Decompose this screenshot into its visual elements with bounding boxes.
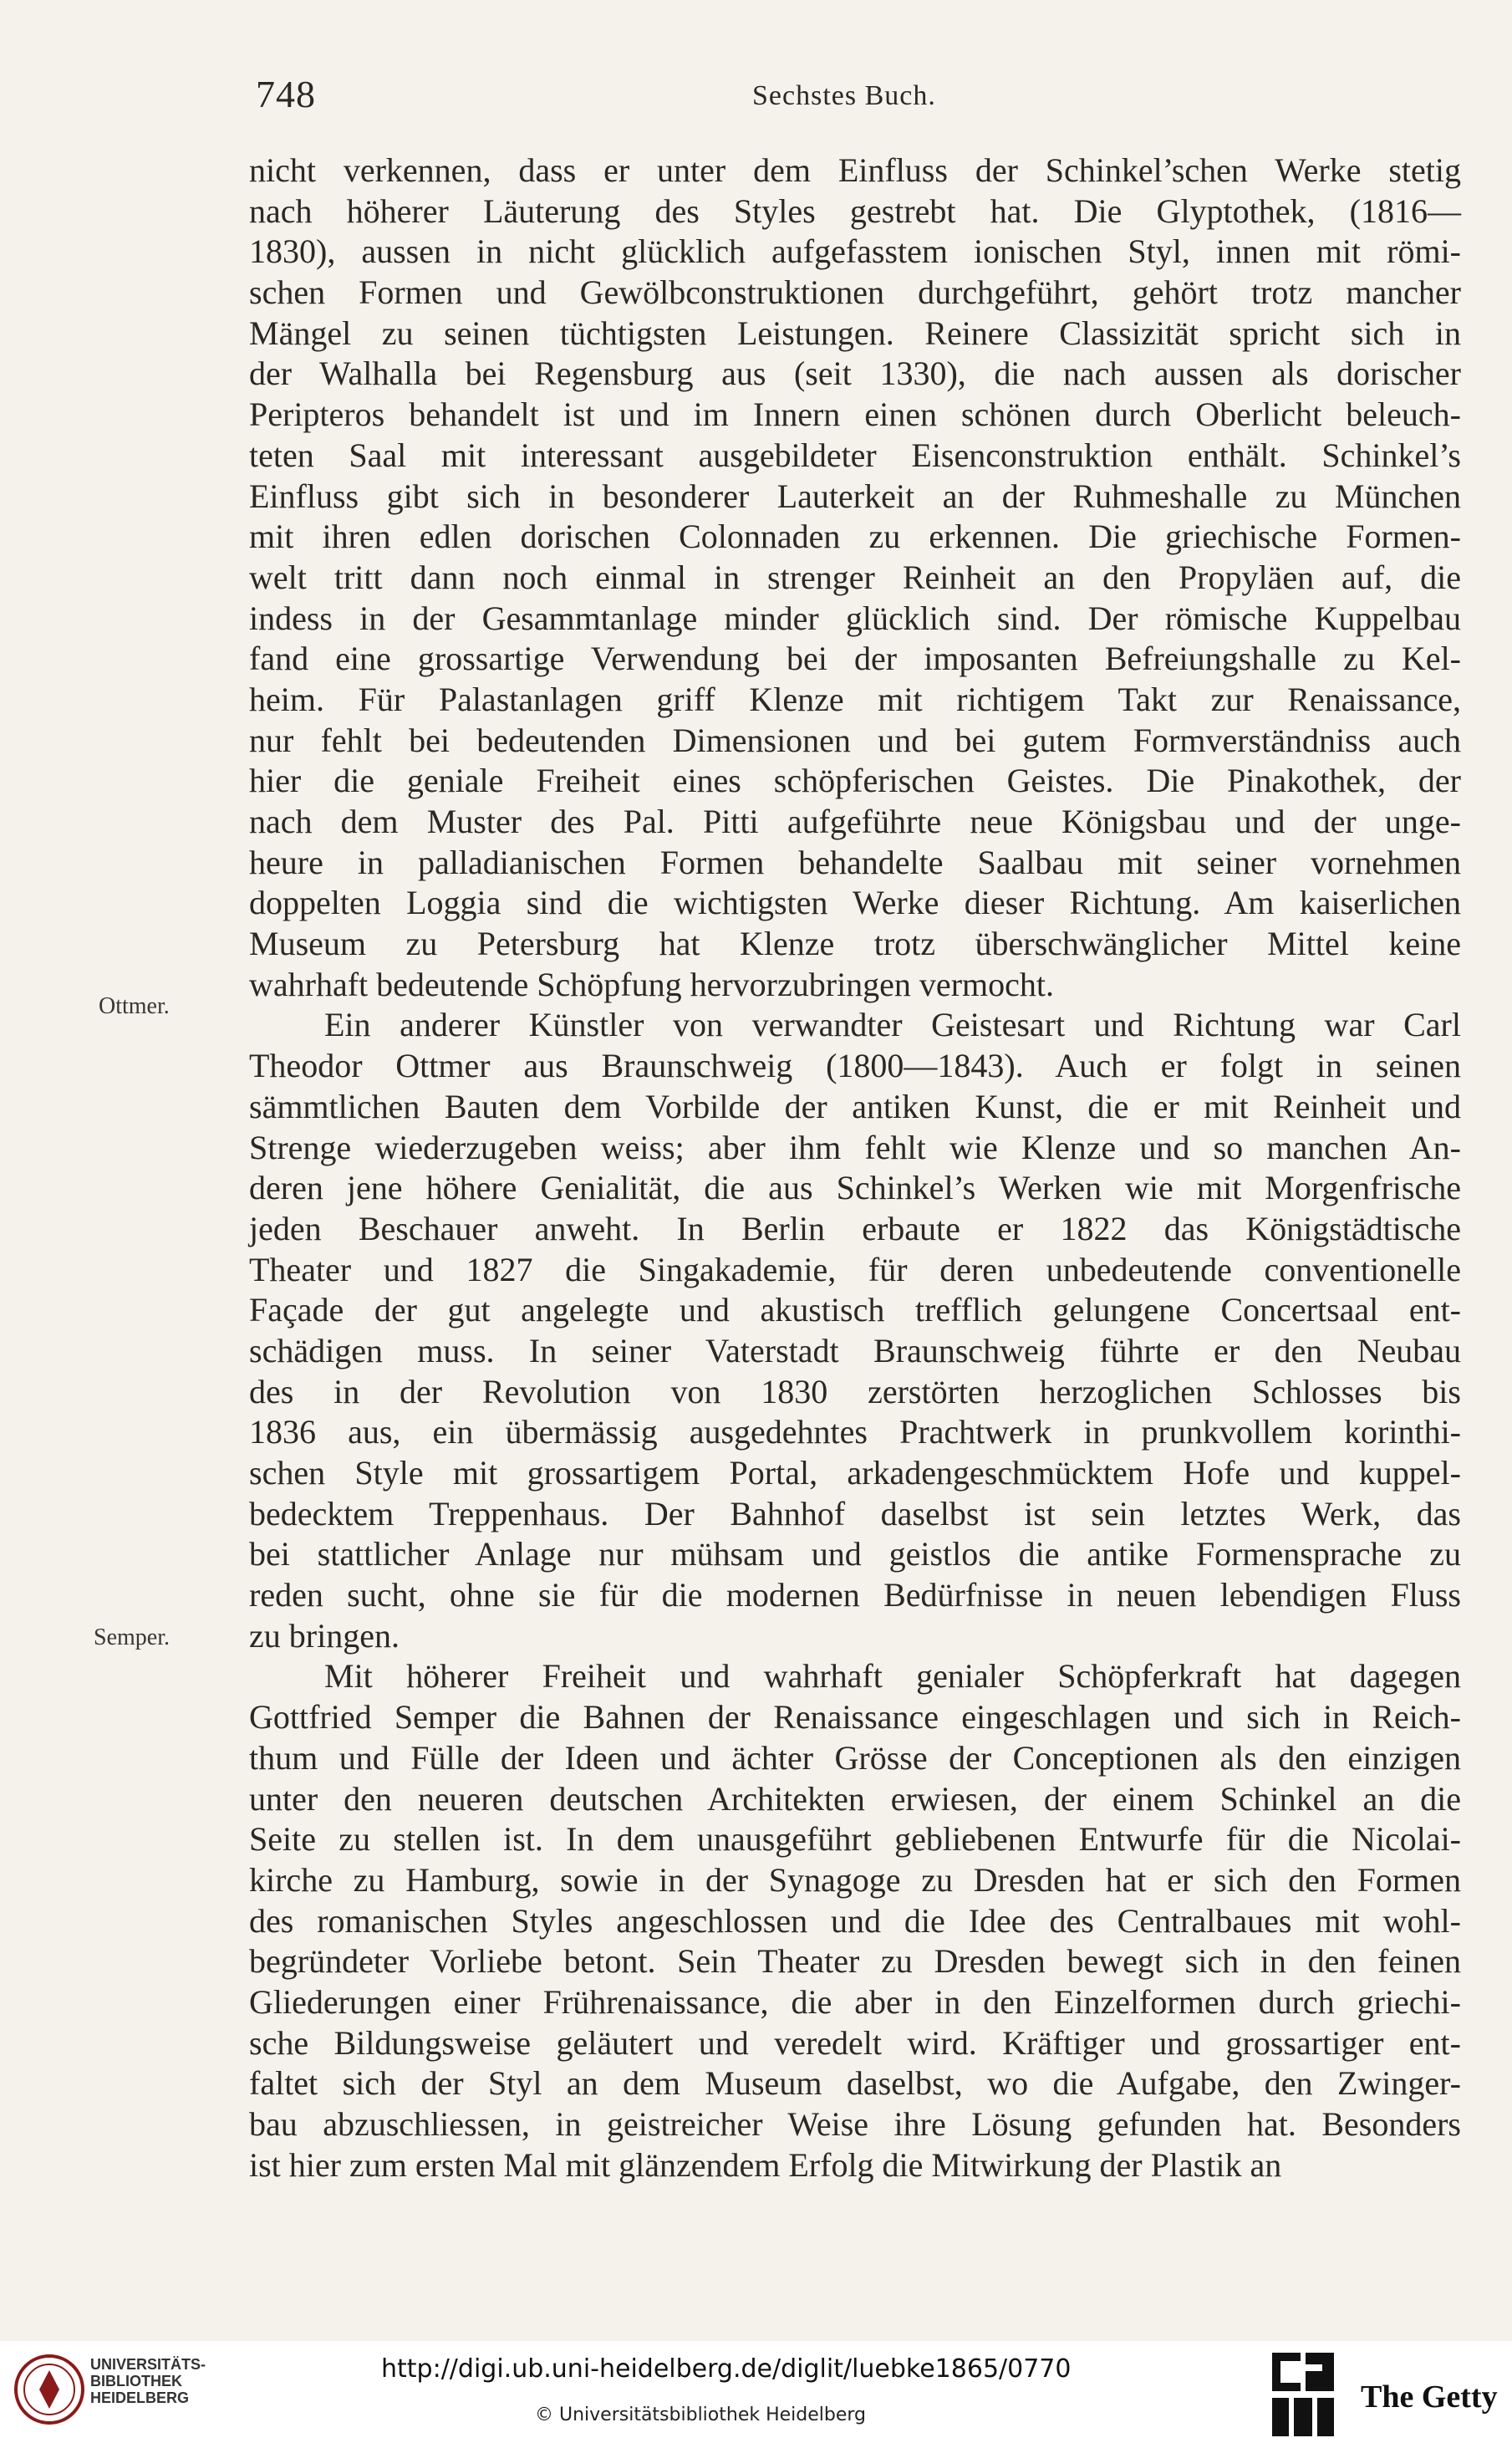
text-line: doppelten Loggia sind die wichtigsten Werke dieser Richtung. Am kaiserlichen (249, 884, 1461, 922)
text-line: Einfluss gibt sich in besonderer Lauterkeit an der Ruhmeshalle zu München (249, 477, 1461, 515)
getty-logo-icon (1270, 2351, 1336, 2438)
university-library-seal-icon (13, 2354, 85, 2425)
text-line: Mängel zu seinen tüchtigsten Leistungen. Reinere Classizität spricht sich in (249, 314, 1461, 352)
text-line: Strenge wiederzugeben weiss; aber ihm fehlt wie Klenze und so manchen An- (249, 1128, 1461, 1166)
text-line: Gliederungen einer Frührenaissance, die aber in den Einzelformen durch griechi- (249, 1982, 1461, 2021)
body-text (249, 150, 1461, 2185)
text-line: zu bringen. (249, 1616, 400, 1655)
margin-note-semper: Semper. (94, 1624, 170, 1650)
text-line: wahrhaft bedeutende Schöpfung hervorzubringen vermocht. (249, 965, 1054, 1003)
text-line: Theodor Ottmer aus Braunschweig (1800—1843). Auch er folgt in seinen (249, 1047, 1461, 1085)
text-line: 1836 aus, ein übermässig ausgedehntes Prachtwerk in prunkvollem korinthi- (249, 1413, 1461, 1451)
text-line: bei stattlicher Anlage nur mühsam und geistlos die antike Formensprache zu (249, 1535, 1461, 1573)
text-line: nach höherer Läuterung des Styles gestrebt hat. Die Glyptothek, (1816— (249, 191, 1461, 230)
text-line: sche Bildungsweise geläutert und veredelt wird. Kräftiger und grossartiger ent- (249, 2023, 1461, 2062)
text-line: Ein anderer Künstler von verwandter Geistesart und Richtung war Carl (324, 1006, 1461, 1044)
running-head: Sechstes Buch. (752, 80, 936, 111)
text-line: teten Saal mit interessant ausgebildeter Eisenconstruktion enthält. Schinkel’s (249, 436, 1461, 474)
text-line: schädigen muss. In seiner Vaterstadt Braunschweig führte er den Neubau (249, 1331, 1461, 1369)
text-line: deren jene höhere Genialität, die aus Schinkel’s Werken wie mit Morgenfrische (249, 1169, 1461, 1207)
text-line: begründeter Vorliebe betont. Sein Theater zu Dresden bewegt sich in den feinen (249, 1942, 1461, 1981)
margin-note-ottmer: Ottmer. (99, 993, 170, 1019)
text-line: Museum zu Petersburg hat Klenze trotz überschwänglicher Mittel keine (249, 925, 1461, 963)
text-line: Peripteros behandelt ist und im Innern einen schönen durch Oberlicht beleuch- (249, 395, 1461, 434)
text-line: 1830), aussen in nicht glücklich aufgefasstem ionischen Styl, innen mit römi- (249, 232, 1461, 271)
text-line: fand eine grossartige Verwendung bei der imposanten Befreiungshalle zu Kel- (249, 640, 1461, 678)
text-line: reden sucht, ohne sie für die modernen Bedürfnisse in neuen lebendigen Fluss (249, 1576, 1461, 1614)
text-line: nicht verkennen, dass er unter dem Einfluss der Schinkel’schen Werke stetig (249, 151, 1461, 189)
text-line: Mit höherer Freiheit und wahrhaft genialer Schöpferkraft hat dagegen (324, 1657, 1461, 1696)
text-line: hier die geniale Freiheit eines schöpferischen Geistes. Die Pinakothek, der (249, 762, 1461, 800)
text-line: ist hier zum ersten Mal mit glänzendem Erfolg die Mitwirkung der Plastik an (249, 2145, 1282, 2184)
copyright-notice: © Universitätsbibliothek Heidelberg (535, 2405, 867, 2425)
text-line: indess in der Gesammtanlage minder glücklich sind. Der römische Kuppelbau (249, 599, 1461, 637)
page-number: 748 (256, 73, 316, 115)
source-url-link[interactable]: http://digi.ub.uni-heidelberg.de/diglit/luebke1865/0770 (381, 2354, 1072, 2384)
text-line: bedecktem Treppenhaus. Der Bahnhof daselbst ist sein letztes Werk, das (249, 1494, 1461, 1533)
text-line: heure in palladianischen Formen behandelte Saalbau mit seiner vornehmen (249, 843, 1461, 881)
text-line: nur fehlt bei bedeutenden Dimensionen und bei gutem Formverständniss auch (249, 721, 1461, 759)
text-line: heim. Für Palastanlagen griff Klenze mit richtigem Takt zur Renaissance, (249, 680, 1461, 718)
text-line: des romanischen Styles angeschlossen und die Idee des Centralbaues mit wohl- (249, 1901, 1461, 1940)
text-line: thum und Fülle der Ideen und ächter Grösse der Conceptionen als den einzigen (249, 1738, 1461, 1777)
text-line: jeden Beschauer anweht. In Berlin erbaute er 1822 das Königstädtische (249, 1209, 1461, 1247)
text-line: mit ihren edlen dorischen Colonnaden zu erkennen. Die griechische Formen- (249, 518, 1461, 556)
text-line: des in der Revolution von 1830 zerstörten herzoglichen Schlosses bis (249, 1372, 1461, 1410)
text-line: unter den neueren deutschen Architekten erwiesen, der einem Schinkel an die (249, 1779, 1461, 1818)
text-line: kirche zu Hamburg, sowie in der Synagoge zu Dresden hat er sich den Formen (249, 1860, 1461, 1899)
text-line: sämmtlichen Bauten dem Vorbilde der antiken Kunst, die er mit Reinheit und (249, 1087, 1461, 1125)
text-line: schen Style mit grossartigem Portal, arkadengeschmücktem Hofe und kuppel- (249, 1454, 1461, 1492)
text-line: Seite zu stellen ist. In dem unausgeführt gebliebenen Entwurfe für die Nicolai- (249, 1820, 1461, 1859)
partner-name: The Getty (1361, 2379, 1498, 2415)
text-line: Gottfried Semper die Bahnen der Renaissance eingeschlagen und sich in Reich- (249, 1698, 1461, 1737)
text-line: schen Formen und Gewölbconstruktionen durchgeführt, gehört trotz mancher (249, 273, 1461, 312)
text-line: bau abzuschliessen, in geistreicher Weise ihre Lösung gefunden hat. Besonders (249, 2105, 1461, 2143)
text-line: der Walhalla bei Regensburg aus (seit 1330), die nach aussen als dorischer (249, 354, 1461, 393)
text-line: Theater und 1827 die Singakademie, für deren unbedeutende conventionelle (249, 1250, 1461, 1288)
text-line: nach dem Muster des Pal. Pitti aufgeführte neue Königsbau und der unge- (249, 803, 1461, 840)
text-line: Façade der gut angelegte und akustisch trefflich gelungene Concertsaal ent- (249, 1291, 1461, 1329)
library-name: UNIVERSITÄTS- BIBLIOTHEK HEIDELBERG (90, 2356, 206, 2406)
text-line: faltet sich der Styl an dem Museum daselbst, wo die Aufgabe, den Zwinger- (249, 2064, 1461, 2103)
text-line: welt tritt dann noch einmal in strenger Reinheit an den Propyläen auf, die (249, 558, 1461, 596)
